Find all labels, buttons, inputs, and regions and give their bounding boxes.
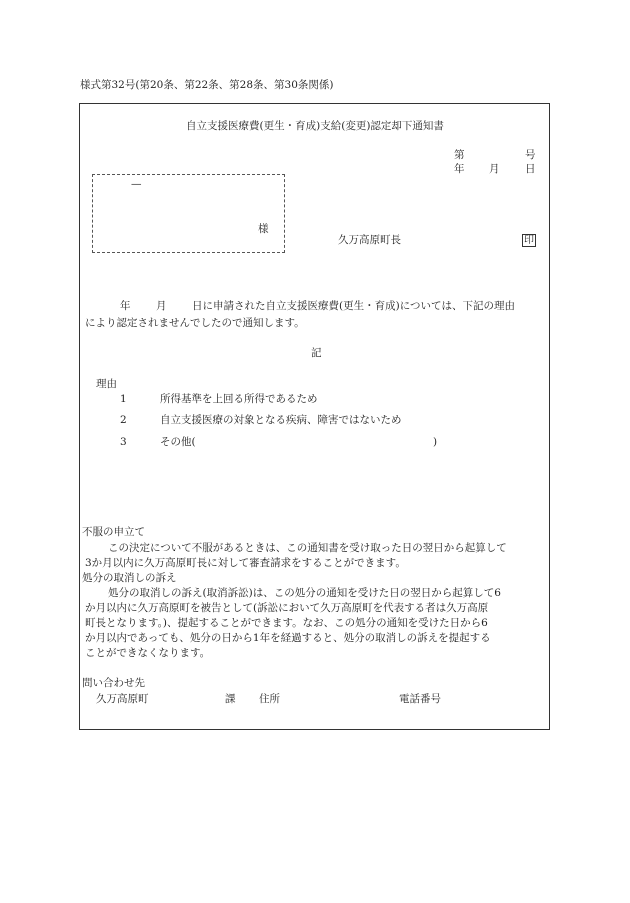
contact-phone-label: 電話番号 [399, 693, 441, 705]
ki-heading: 記 [311, 347, 322, 359]
reason-text-2: 自立支援医療の対象となる疾病、障害ではないため [160, 414, 402, 426]
reason-text-3: その他( [160, 436, 196, 448]
revocation-line-5: ことができなくなります。 [85, 647, 211, 659]
contact-section: 課 [225, 693, 236, 705]
reason-close-paren: ) [433, 436, 438, 448]
contact-address-label: 住所 [259, 693, 280, 705]
body-text-line2: により認定されませんでしたので通知します。 [85, 317, 305, 329]
date-year: 年 [454, 163, 465, 175]
form-number-label: 様式第32号(第20条、第22条、第28条、第30条関係) [80, 79, 334, 91]
objection-line-2: 3か月以内に久万高原町長に対して審査請求をすることができます。 [85, 557, 406, 569]
revocation-line-3: 町長となります。)、提起することができます。なお、この処分の通知を受けた日から6 [85, 617, 488, 629]
reason-text-1: 所得基準を上回る所得であるため [160, 393, 318, 405]
revocation-line-1: 処分の取消しの訴え(取消訴訟)は、この処分の通知を受けた日の翌日から起算して6 [108, 587, 501, 599]
recipient-honorific: 様 [258, 223, 269, 235]
reason-num-1: 1 [120, 393, 127, 405]
body-month: 月 [156, 300, 167, 312]
revocation-line-2: か月以内に久万高原町を被告として(訴訟において久万高原町を代表する者は久万高原 [85, 602, 489, 614]
doc-number-prefix: 第 [454, 149, 465, 161]
date-month: 月 [489, 163, 500, 175]
objection-line-1: この決定について不服があるときは、この通知書を受け取った日の翌日から起算して [108, 542, 507, 554]
body-text-line1: 日に申請された自立支援医療費(更生・育成)については、下記の理由 [192, 300, 515, 312]
date-day: 日 [525, 163, 536, 175]
objection-heading: 不服の申立て [82, 526, 145, 538]
contact-town: 久万高原町 [96, 693, 149, 705]
reason-num-3: 3 [120, 436, 127, 448]
recipient-address-box [92, 174, 285, 253]
document-title: 自立支援医療費(更生・育成)支給(変更)認定却下通知書 [186, 120, 444, 132]
revocation-heading: 処分の取消しの訴え [82, 572, 177, 584]
body-year: 年 [120, 300, 131, 312]
reason-heading: 理由 [96, 378, 117, 390]
revocation-line-4: か月以内であっても、処分の日から1年を経過すると、処分の取消しの訴えを提起する [85, 632, 491, 644]
address-line-mark: — [131, 178, 142, 190]
contact-heading: 問い合わせ先 [82, 677, 145, 689]
doc-number-suffix: 号 [525, 149, 536, 161]
reason-num-2: 2 [120, 414, 127, 426]
seal-stamp: 印 [524, 235, 534, 246]
issuer-name: 久万高原町長 [338, 234, 401, 246]
